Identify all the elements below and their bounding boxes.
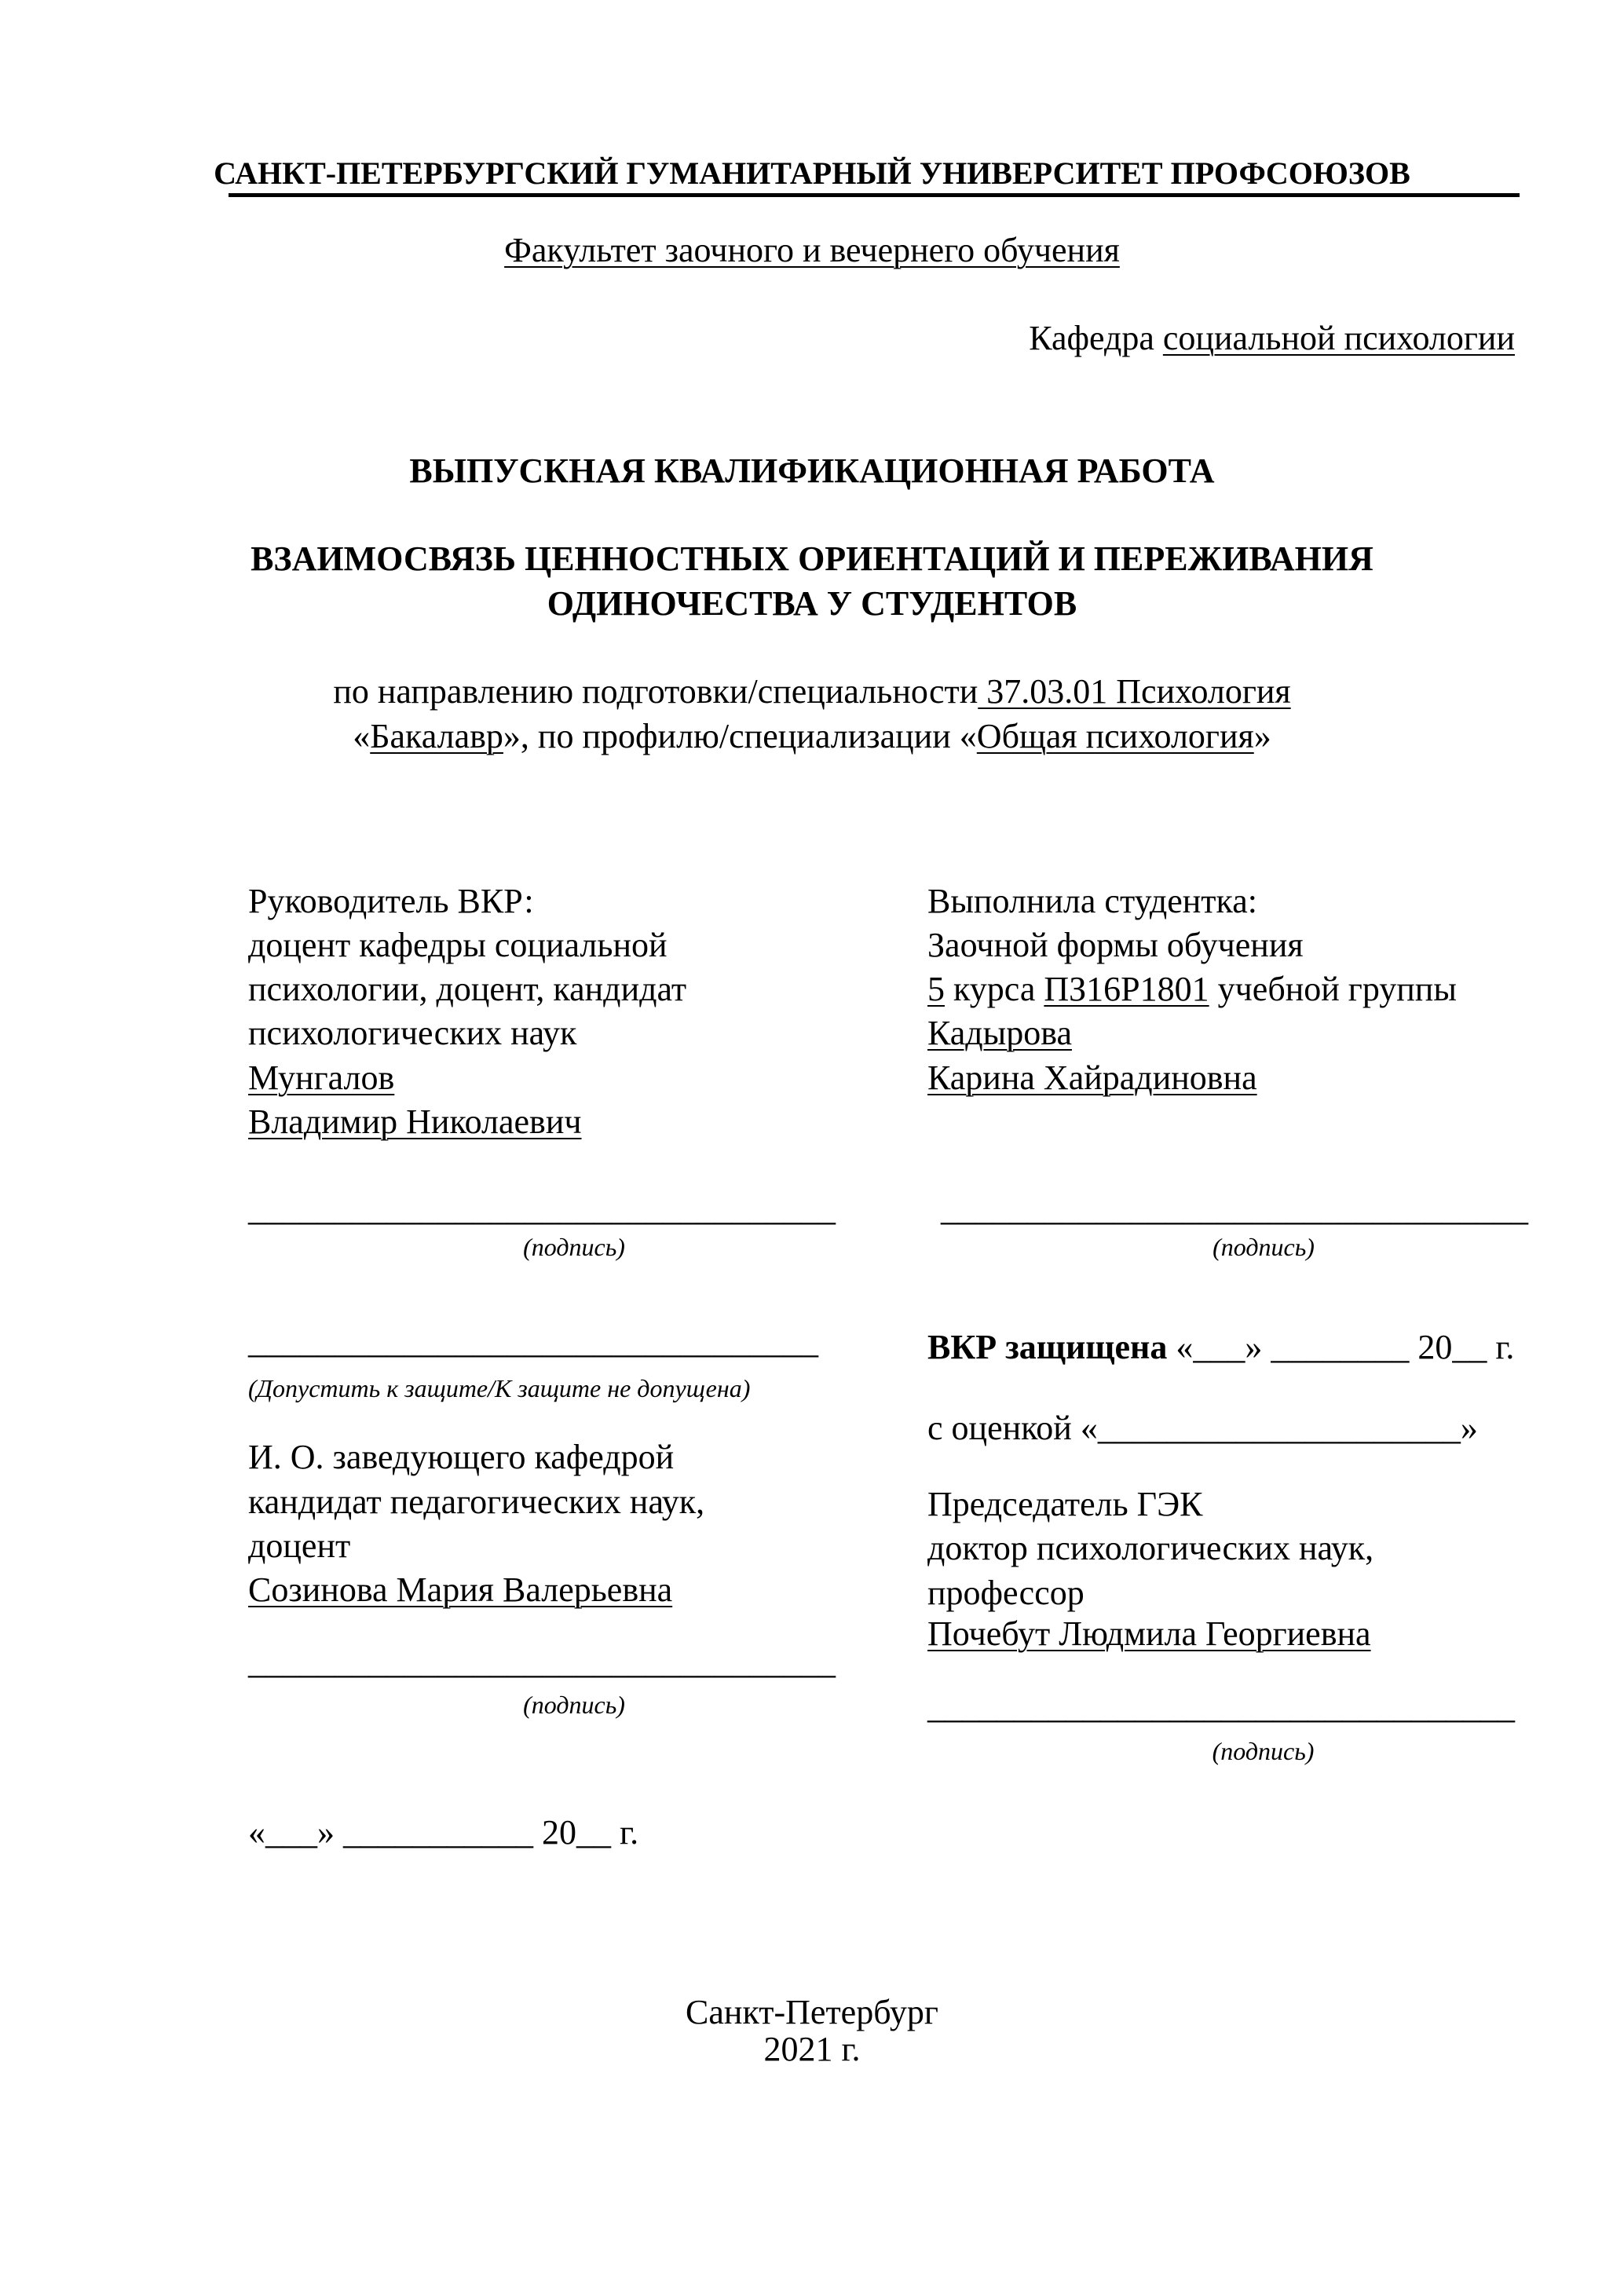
supervisor-signature-line: __________________________________ (248, 1190, 836, 1228)
gek-title: Председатель ГЭК (927, 1485, 1203, 1523)
gek-name: Почебут Людмила Георгиевна (927, 1614, 1371, 1653)
supervisor-title: психологии, доцент, кандидат (248, 970, 687, 1008)
head-signature-caption: (подпись) (523, 1691, 625, 1719)
head-signature-line: __________________________________ (248, 1643, 836, 1681)
course-text: курса (945, 970, 1044, 1008)
defense-label: ВКР защищена (927, 1328, 1168, 1366)
student-signature-line: __________________________________ (941, 1190, 1528, 1228)
head-title: кандидат педагогических наук, (248, 1483, 705, 1521)
supervisor-title: доцент кафедры социальной (248, 926, 668, 964)
header-rule (229, 193, 1520, 197)
student-form: Заочной формы обучения (927, 926, 1304, 964)
student-surname: Кадырова (927, 1014, 1072, 1052)
city: Санкт-Петербург (686, 1993, 938, 2031)
student-group-line (927, 967, 1457, 1011)
faculty (0, 229, 1624, 272)
admission-caption: (Допустить к защите/К защите не допущена) (248, 1374, 751, 1402)
university-name: САНКТ-ПЕТЕРБУРГСКИЙ ГУМАНИТАРНЫЙ УНИВЕРСИТЕТ ПРОФСОЮЗОВ (214, 155, 1410, 191)
defense-grade: с оценкой «_____________________» (927, 1409, 1478, 1447)
profile-prefix: », по профилю/специализации « (503, 717, 977, 755)
admission-line: _________________________________ (248, 1322, 818, 1361)
student-label: Выполнила студентка: (927, 882, 1257, 920)
thesis-title-line1: ВЗАИМОСВЯЗЬ ЦЕННОСТНЫХ ОРИЕНТАЦИЙ И ПЕРЕЖИВАНИЯ (251, 539, 1373, 578)
profile: Общая психология (976, 717, 1254, 755)
department (1029, 316, 1515, 360)
defense-line (927, 1325, 1514, 1369)
degree: Бакалавр (370, 717, 503, 755)
student-name: Карина Хайрадиновна (927, 1058, 1257, 1097)
supervisor-signature-caption: (подпись) (523, 1233, 625, 1261)
direction-line (0, 670, 1624, 714)
gek-title: доктор психологических наук, (927, 1529, 1374, 1567)
department-label: Кафедра (1029, 319, 1163, 357)
head-title: И. О. заведующего кафедрой (248, 1438, 675, 1476)
gek-signature-line: __________________________________ (927, 1687, 1515, 1726)
quote: « (353, 717, 371, 755)
department-name: социальной психологии (1162, 319, 1515, 357)
gek-title: профессор (927, 1574, 1084, 1612)
course: 5 (927, 970, 945, 1008)
group: ПЗ16Р1801 (1044, 970, 1209, 1008)
direction-prefix: по направлению подготовки/специальности (333, 672, 978, 711)
supervisor-label: Руководитель ВКР: (248, 882, 534, 920)
supervisor-name: Владимир Николаевич (248, 1102, 582, 1141)
head-title: доцент (248, 1526, 351, 1565)
gek-signature-caption: (подпись) (1212, 1737, 1315, 1765)
direction-code: 37.03.01 Психология (978, 672, 1291, 711)
head-name: Созинова Мария Валерьевна (248, 1570, 673, 1609)
group-text: учебной группы (1209, 970, 1457, 1008)
work-type: ВЫПУСКНАЯ КВАЛИФИКАЦИОННАЯ РАБОТА (409, 452, 1215, 490)
student-signature-caption: (подпись) (1213, 1233, 1315, 1261)
year: 2021 г. (763, 2030, 861, 2068)
defense-date: «___» ________ 20__ г. (1167, 1328, 1515, 1366)
supervisor-surname: Мунгалов (248, 1058, 395, 1097)
profile-line (0, 715, 1624, 759)
supervisor-title: психологических наук (248, 1014, 577, 1052)
faculty-name: Факультет заочного и вечернего обучения (504, 231, 1120, 269)
thesis-title-line2: ОДИНОЧЕСТВА У СТУДЕНТОВ (547, 584, 1077, 623)
quote: » (1253, 717, 1271, 755)
date-line: «___» ___________ 20__ г. (248, 1813, 639, 1852)
